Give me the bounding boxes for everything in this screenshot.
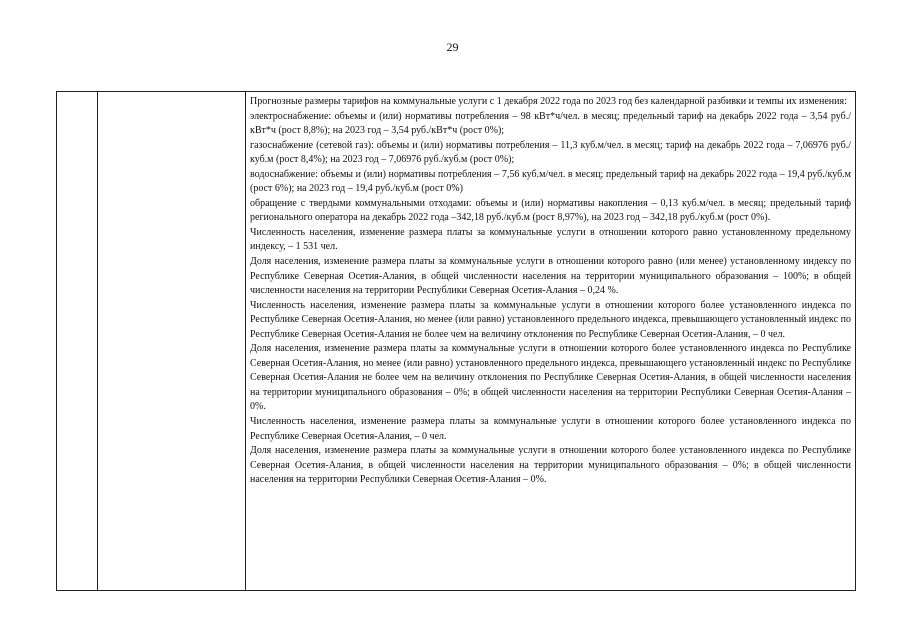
document-table — [56, 91, 856, 591]
paragraph-population-equal-index: Численность населения, изменение размера платы за коммунальные услуги в отношении которого равно установленному предельному индексу, – 1 531 чел. — [250, 226, 851, 253]
paragraph-water: водоснабжение: объемы и (или) нормативы потребления – 7,56 куб.м/чел. в месяц; предельный тариф на декабрь 2022 года – 19,4 руб./куб.м (рост 6%); на 2023 год – 19,4 руб./куб.м (рост 0%) — [250, 168, 851, 195]
paragraph-tariffs-intro: Прогнозные размеры тарифов на коммунальные услуги с 1 декабря 2022 года по 2023 год без календарной разбивки и темпы их изменения: — [250, 96, 847, 107]
page-number: 29 — [446, 40, 459, 54]
table-cell-content — [246, 92, 855, 590]
paragraph-population-above-index: Численность населения, изменение размера платы за коммунальные услуги в отношении которого более установленного индекса по Республике Северная Осетия-Алания, – 0 чел. — [250, 416, 851, 442]
table-cell-name — [98, 92, 246, 590]
paragraph-share-above-index: Доля населения, изменение размера платы за коммунальные услуги в отношении которого более установленного индекса по Республике Северная Осетия-Алания, в общей численности населения на территории муниципального образования – 0%; в общей численности населения на территории Республики Северная Осетия-Алания – 0%. — [250, 445, 851, 486]
table-cell-number — [57, 92, 98, 590]
paragraph-share-equal-index: Доля населения, изменение размера платы за коммунальные услуги в отношении которого равно (или менее) установленному индексу по Республике Северная Осетия-Алания, в общей численности населения на территории муниципального образования – 100%; в общей численности населения на территории Республики Северная Осетия-Алания – 0,24 %. — [250, 256, 851, 297]
paragraph-solid-waste: обращение с твердыми коммунальными отходами: объемы и (или) нормативы накопления – 0,13 куб.м/чел. в месяц; предельный тариф регионального оператора на декабрь 2022 года –342,18 руб./куб.м (рост 8,97%), на 2023 год – 342,18 руб./куб.м (рост 0%). — [250, 197, 851, 224]
paragraph-gas: газоснабжение (сетевой газ): объемы и (или) нормативы потребления – 11,3 куб.м/чел. в месяц; тариф на декабрь 2022 года – 7,06976 руб./куб.м (рост 8,4%); на 2023 год – 7,06976 руб./куб.м (рост 0%); — [250, 139, 851, 166]
paragraph-population-within-deviation: Численность населения, изменение размера платы за коммунальные услуги в отношении которого более установленного индекса по Республике Северная Осетия-Алания, но менее (или равно) установленного предельного индекса, превышающего установленный индекс по Республике Северная Осетия-Алания не более чем на величину отклонения по Республике Северная Осетия-Алания, – 0 чел. — [250, 299, 851, 340]
paragraph-electricity: электроснабжение: объемы и (или) нормативы потребления – 98 кВт*ч/чел. в месяц; предельный тариф на декабрь 2022 года – 3,54 руб./кВт*ч (рост 8,8%); на 2023 год – 3,54 руб./кВт*ч (рост 0%); — [250, 110, 851, 137]
paragraph-share-within-deviation: Доля населения, изменение размера платы за коммунальные услуги в отношении которого более установленного индекса по Республике Северная Осетия-Алания, но менее (или равно) установленного предельного индекса, превышающего установленный индекс по Республике Северная Осетия-Алания не более чем на величину отклонения по Республике Северная Осетия-Алания, в общей численности населения на территории муниципального образования – 0%; в общей численности населения на территории Республики Северная Осетия-Алания – 0%. — [250, 343, 851, 413]
